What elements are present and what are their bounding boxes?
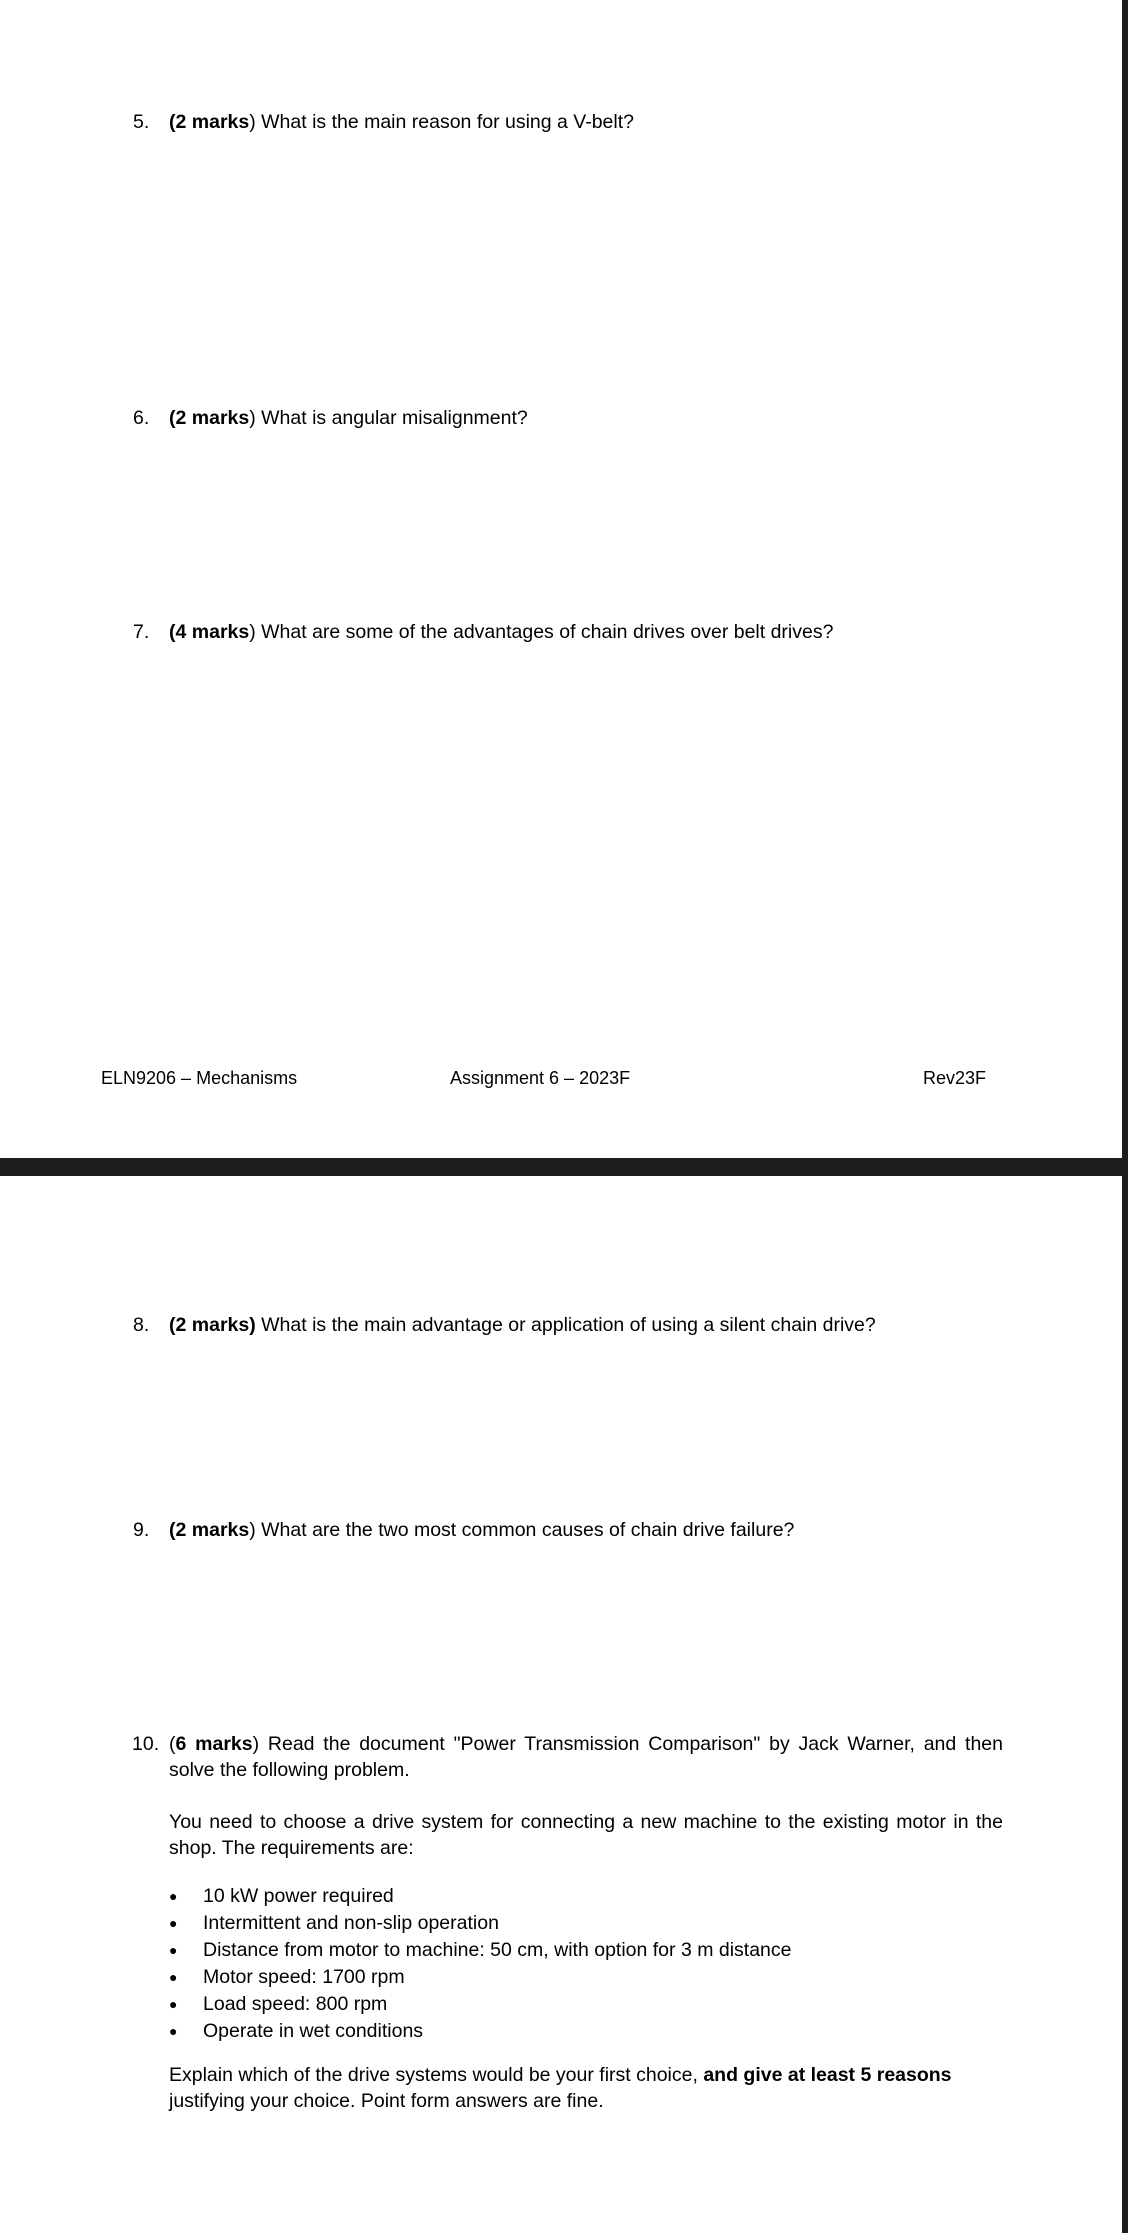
page-2: [0, 1176, 1121, 2233]
problem-intro: You need to choose a drive system for connecting a new machine to the existing motor in the shop. The requirements are:: [169, 1811, 1003, 1859]
question-5: [133, 109, 1003, 135]
bullet-icon: ●: [169, 1888, 178, 1904]
emphasis-text: and give at least 5 reasons: [703, 2064, 952, 2086]
bullet-icon: ●: [169, 1942, 178, 1958]
marks-label: 6 marks: [175, 1733, 253, 1755]
question-number: 10.: [132, 1733, 160, 1755]
question-text: (2 marks) What is the main advantage or application of using a silent chain drive?: [169, 1314, 876, 1336]
marks-label: (2 marks: [169, 407, 250, 429]
requirements-list: [169, 1883, 1003, 2045]
question-6: [133, 405, 1003, 431]
page-separator: [0, 1158, 1122, 1176]
question-number: 6.: [133, 407, 150, 429]
footer-assignment: Assignment 6 – 2023F: [450, 1068, 631, 1088]
bullet-icon: ●: [169, 2023, 178, 2039]
marks-label: (2 marks: [169, 1519, 250, 1541]
question-text: (2 marks) What are the two most common causes of chain drive failure?: [169, 1519, 795, 1541]
list-item: ● Motor speed: 1700 rpm: [203, 1964, 1003, 1991]
question-text: (6 marks) Read the document "Power Transmission Comparison" by Jack Warner, and then solve the following problem.: [169, 1733, 1003, 1781]
question-10: [133, 1731, 1003, 2114]
list-item: ● Load speed: 800 rpm: [203, 1991, 1003, 2018]
footer-course: ELN9206 – Mechanisms: [101, 1068, 298, 1088]
question-text: (4 marks) What are some of the advantages of chain drives over belt drives?: [169, 621, 834, 643]
question-number: 7.: [133, 621, 150, 643]
question-number: 5.: [133, 111, 150, 133]
list-item: ● Intermittent and non-slip operation: [203, 1910, 1003, 1937]
question-8: [133, 1312, 1003, 1338]
question-number: 9.: [133, 1519, 150, 1541]
marks-label: (2 marks): [169, 1314, 256, 1336]
list-item: ● Operate in wet conditions: [203, 2018, 1003, 2045]
bullet-icon: ●: [169, 1996, 178, 2012]
question-text: (2 marks) What is the main reason for using a V-belt?: [169, 111, 634, 133]
list-item: ● 10 kW power required: [203, 1883, 1003, 1910]
bullet-icon: ●: [169, 1915, 178, 1931]
scrollbar-track[interactable]: [1122, 0, 1128, 2233]
list-item: ● Distance from motor to machine: 50 cm, with option for 3 m distance: [203, 1937, 1003, 1964]
question-7: [133, 619, 1003, 645]
marks-label: (4 marks: [169, 621, 250, 643]
problem-instructions: Explain which of the drive systems would be your first choice, and give at least 5 reasons justifying your choice. Point form answers are fine.: [169, 2064, 952, 2112]
question-text: (2 marks) What is angular misalignment?: [169, 407, 528, 429]
question-number: 8.: [133, 1314, 150, 1336]
footer-revision: Rev23F: [923, 1068, 987, 1088]
marks-label: (2 marks: [169, 111, 250, 133]
bullet-icon: ●: [169, 1969, 178, 1985]
question-9: [133, 1517, 1003, 1543]
